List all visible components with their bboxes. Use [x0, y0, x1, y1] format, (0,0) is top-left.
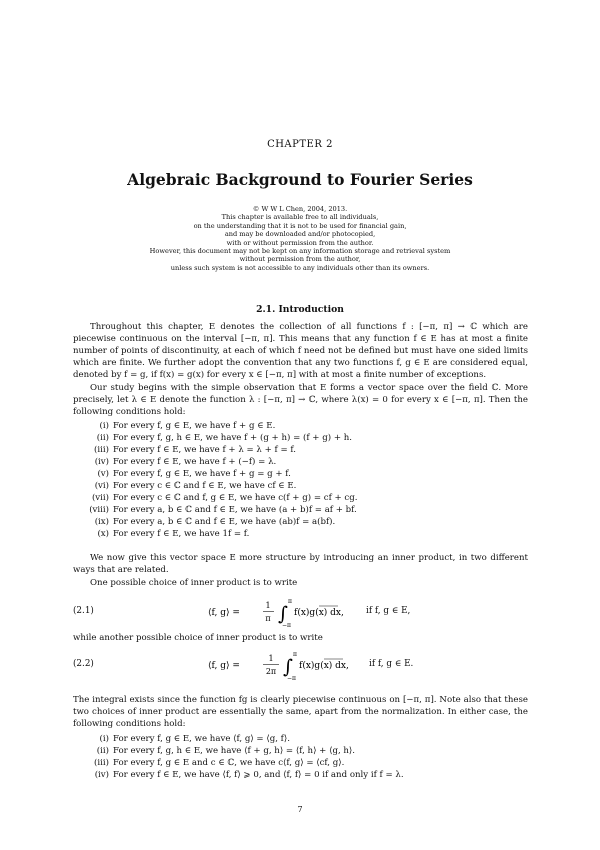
equation-number: (2.1) — [73, 606, 94, 616]
integral-sign: ∫ — [283, 656, 293, 678]
paragraph-intro: Throughout this chapter, E denotes the collection of all functions f : [−π, π] → ℂ which are piecewise continuous on the interval [−π, π]. This means that any function f ∈ E has at most a finite number of points of discontinuity, at each of which f need not be defined but must have one sided limits which are finite. We further adopt the convention that any two functions f, g ∈ E are considered equal, denoted by f = g, if f(x) = g(x) for every x ∈ [−π, π] with at most a finite number of exceptions. — [73, 322, 528, 381]
list-item — [73, 504, 528, 516]
chapter-label: CHAPTER 2 — [267, 139, 333, 150]
item-text: For every f, g ∈ E, we have f + g = g + f. — [113, 469, 291, 479]
item-number: (vi) — [94, 481, 109, 491]
eq-lower-limit: −π — [282, 622, 291, 629]
copyright-line: However, this document may not be kept on any information storage and retrieval system — [149, 247, 451, 256]
eq-denominator: π — [265, 614, 271, 623]
item-number: (ii) — [96, 746, 109, 756]
copyright-line: This chapter is available free to all individuals, — [221, 213, 379, 222]
list-item — [73, 492, 528, 504]
item-text: For every f, g, h ∈ E, we have f + (g + h) = (f + g) + h. — [113, 433, 353, 443]
copyright-line: on the understanding that it is not to be used for financial gain, — [193, 221, 407, 230]
item-number: (ii) — [96, 433, 109, 443]
item-text: For every f, g ∈ E and c ∈ ℂ, we have c⟨f, g⟩ = ⟨cf, g⟩. — [113, 758, 345, 768]
list-item — [73, 745, 528, 757]
eq-denominator: 2π — [265, 667, 277, 676]
item-text: For every a, b ∈ ℂ and f ∈ E, we have (a + b)f = af + bf. — [113, 505, 357, 515]
eq-lhs: ⟨f, g⟩ = — [208, 661, 240, 671]
paragraph-structure: We now give this vector space E more structure by introducing an inner product, in two different ways that are related. — [73, 553, 528, 576]
item-text: For every f ∈ E, we have 1f = f. — [113, 529, 250, 539]
item-text: For every f, g ∈ E, we have f + g ∈ E. — [113, 421, 276, 431]
paragraph-choice-one: One possible choice of inner product is to write — [90, 578, 298, 588]
page-number: 7 — [297, 805, 303, 814]
eq-lower-limit: −π — [287, 675, 296, 682]
item-number: (vii) — [91, 493, 109, 503]
section-heading: 2.1. Introduction — [256, 304, 344, 315]
paragraph-vector-space: Our study begins with the simple observation that E forms a vector space over the field ℂ. More precisely, let λ ∈ E denote the function λ : [−π, π] → ℂ, where λ(x) = 0 for every x ∈ [−π, π]. Then the following conditions hold: — [73, 383, 528, 418]
paragraph-normalization: The integral exists since the function fg is clearly piecewise continuous on [−π, π]. Note also that these two choices of inner product are essentially the same, apart from the normalization. In either case, the following conditions hold: — [73, 695, 528, 730]
item-number: (i) — [99, 421, 109, 431]
item-text: For every f ∈ E, we have f + λ = λ + f = f. — [113, 445, 296, 455]
copyright-line: without permission from the author, — [239, 255, 361, 264]
list-item — [73, 733, 528, 745]
item-text: For every a, b ∈ ℂ and f ∈ E, we have (ab)f = a(bf). — [113, 517, 336, 527]
inner-product-conditions — [73, 733, 528, 781]
equation-2-2 — [73, 647, 528, 683]
item-number: (viii) — [89, 505, 109, 515]
eq-numerator: 1 — [265, 601, 271, 610]
copyright-line: © W W L Chen, 2004, 2013. — [252, 205, 348, 213]
equation-number: (2.2) — [73, 659, 94, 669]
eq-numerator: 1 — [268, 654, 274, 663]
item-text: For every f, g, h ∈ E, we have ⟨f + g, h⟩ = ⟨f, h⟩ + ⟨g, h⟩. — [113, 746, 356, 756]
item-number: (i) — [99, 734, 109, 744]
item-number: (v) — [97, 469, 109, 479]
equation-condition: if f, g ∈ E. — [369, 659, 414, 669]
list-item — [73, 444, 528, 456]
paragraph-choice-two: while another possible choice of inner product is to write — [73, 633, 323, 643]
copyright-line: with or without permission from the author. — [226, 238, 374, 247]
eq-upper-limit: π — [293, 651, 297, 658]
eq-integrand: f(x)g(x) dx, — [294, 608, 344, 618]
list-item — [73, 432, 528, 444]
item-number: (iii) — [94, 758, 109, 768]
item-text: For every c ∈ ℂ and f ∈ E, we have cf ∈ E. — [113, 481, 297, 491]
list-item — [73, 757, 528, 769]
eq-integrand: f(x)g(x) dx, — [299, 661, 349, 671]
list-item — [73, 528, 528, 540]
item-number: (iv) — [94, 770, 109, 780]
list-item — [73, 456, 528, 468]
list-item — [73, 769, 528, 781]
item-text: For every f, g ∈ E, we have ⟨f, g⟩ = ⟨g, f⟩. — [113, 734, 290, 744]
item-number: (iv) — [94, 457, 109, 467]
item-text: For every c ∈ ℂ and f, g ∈ E, we have c(f + g) = cf + cg. — [113, 493, 358, 503]
chapter-title: Algebraic Background to Fourier Series — [127, 170, 473, 189]
integral-sign: ∫ — [278, 603, 288, 625]
equation-body — [208, 594, 508, 630]
item-text: For every f ∈ E, we have ⟨f, f⟩ ⩾ 0, and ⟨f, f⟩ = 0 if and only if f = λ. — [113, 770, 404, 780]
item-text: For every f ∈ E, we have f + (−f) = λ. — [113, 457, 277, 467]
equation-condition: if f, g ∈ E, — [366, 606, 411, 616]
list-item — [73, 420, 528, 432]
item-number: (x) — [97, 529, 109, 539]
vector-space-conditions — [73, 420, 528, 540]
list-item — [73, 480, 528, 492]
copyright-line: and may be downloaded and/or photocopied, — [224, 230, 376, 239]
item-number: (ix) — [94, 517, 109, 527]
list-item — [73, 516, 528, 528]
eq-lhs: ⟨f, g⟩ = — [208, 608, 240, 618]
eq-upper-limit: π — [288, 598, 292, 605]
list-item — [73, 468, 528, 480]
copyright-notice — [0, 205, 600, 272]
equation-2-1 — [73, 594, 528, 630]
equation-body — [208, 647, 508, 683]
item-number: (iii) — [94, 445, 109, 455]
copyright-line: unless such system is not accessible to any individuals other than its owners. — [170, 263, 430, 272]
